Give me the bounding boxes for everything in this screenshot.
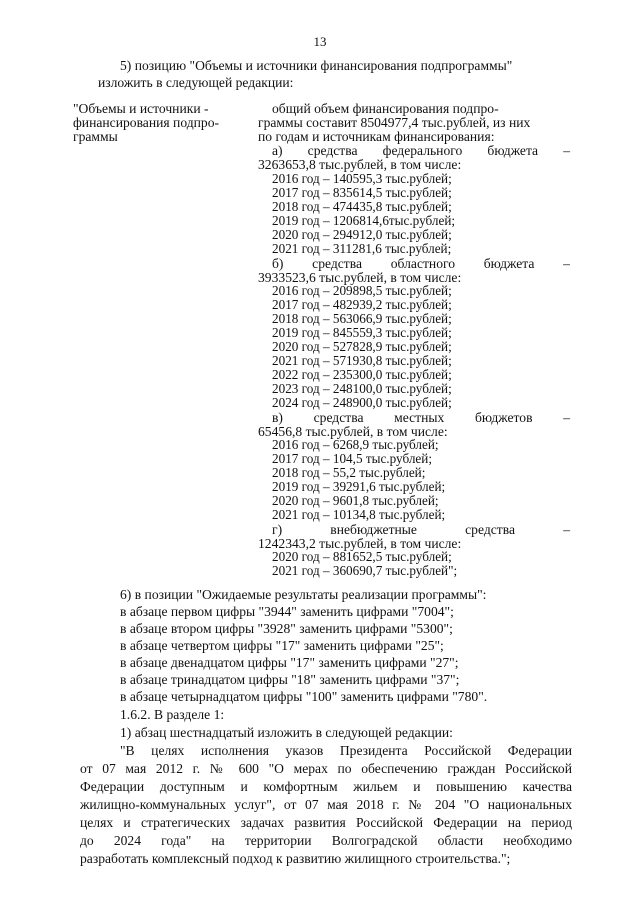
section-heading: 1.6.2. В разделе 1: [120, 707, 225, 722]
quote-line: целях и стратегических задачах развития Российской Федерации на период [80, 815, 572, 830]
extra-word1: внебюджетные [330, 522, 417, 537]
item6-line: в абзаце первом цифры "3944" заменить цифрами "7004"; [120, 604, 454, 619]
regional-total: 3933523,6 тыс.рублей, в том числе: [258, 270, 462, 285]
federal-year: 2020 год – 294912,0 тыс.рублей; [272, 227, 452, 242]
table-left-line3: граммы [73, 129, 118, 144]
federal-total: 3263653,8 тыс.рублей, в том числе: [258, 157, 462, 172]
regional-year: 2018 год – 563066,9 тыс.рублей; [272, 311, 452, 326]
extra-year: 2020 год – 881652,5 тыс.рублей; [272, 549, 452, 564]
extra-dash: – [563, 522, 570, 537]
table-left-label: "Объемы и источники - [73, 101, 209, 116]
regional-dash: – [563, 256, 570, 271]
federal-word1: средства [307, 143, 358, 158]
regional-year: 2021 год – 571930,8 тыс.рублей; [272, 353, 452, 368]
item6-title: 6) в позиции "Ожидаемые результаты реализации программы": [120, 587, 487, 602]
federal-year: 2019 год – 1206814,6тыс.рублей; [272, 213, 456, 228]
local-year: 2018 год – 55,2 тыс.рублей; [272, 465, 426, 480]
local-word3: бюджетов [474, 410, 533, 425]
local-year: 2019 год – 39291,6 тыс.рублей; [272, 479, 446, 494]
local-total: 65456,8 тыс.рублей, в том числе: [258, 424, 448, 439]
quote-line: "В целях исполнения указов Президента Российской Федерации [120, 743, 572, 758]
local-year: 2017 год – 104,5 тыс.рублей; [272, 451, 432, 466]
regional-year: 2017 год – 482939,2 тыс.рублей; [272, 297, 452, 312]
local-year: 2016 год – 6268,9 тыс.рублей; [272, 437, 439, 452]
federal-year: 2018 год – 474435,8 тыс.рублей; [272, 199, 452, 214]
local-word1: средства [313, 410, 364, 425]
local-letter: в) [272, 410, 283, 425]
regional-word2: областного [390, 256, 456, 271]
local-year: 2020 год – 9601,8 тыс.рублей; [272, 493, 439, 508]
extra-total: 1242343,2 тыс.рублей, в том числе: [258, 536, 462, 551]
section-item1: 1) абзац шестнадцатый изложить в следующей редакции: [120, 725, 453, 740]
item6-line: в абзаце четвертом цифры "17" заменить цифрами "25"; [120, 638, 444, 653]
quote-line: до 2024 года" на территории Волгоградской области необходимо [80, 833, 572, 848]
intro-text-1: общий объем финансирования подпро- [272, 101, 499, 116]
intro-line2: граммы составит 8504977,4 тыс.рублей, из них [258, 115, 531, 130]
item6-line: в абзаце двенадцатом цифры "17" заменить цифрами "27"; [120, 655, 459, 670]
federal-year: 2016 год – 140595,3 тыс.рублей; [272, 171, 452, 186]
federal-year: 2021 год – 311281,6 тыс.рублей; [272, 241, 452, 256]
quote-line: от 07 мая 2012 г. № 600 "О мерах по обеспечению граждан Российской [80, 761, 572, 776]
item6-line: в абзаце четырнадцатом цифры "100" заменить цифрами "780". [120, 689, 488, 704]
quote-line: жилищно-коммунальных услуг", от 07 мая 2018 г. № 204 "О национальных [80, 797, 572, 812]
federal-dash: – [563, 143, 570, 158]
local-year: 2021 год – 10134,8 тыс.рублей; [272, 507, 446, 522]
item5-line2: изложить в следующей редакции: [98, 75, 294, 90]
table-left-line2: финансирования подпро- [73, 115, 220, 130]
federal-letter: а) [272, 143, 283, 158]
regional-word1: средства [312, 256, 363, 271]
regional-year: 2019 год – 845559,3 тыс.рублей; [272, 325, 452, 340]
federal-word2: федерального [382, 143, 463, 158]
extra-year: 2021 год – 360690,7 тыс.рублей"; [272, 563, 458, 578]
item5-line1: 5) позицию "Объемы и источники финансирования подпрограммы" [120, 58, 513, 73]
regional-letter: б) [272, 256, 284, 271]
regional-year: 2016 год – 209898,5 тыс.рублей; [272, 283, 452, 298]
regional-word3: бюджета [483, 256, 535, 271]
intro-line3: по годам и источникам финансирования: [258, 129, 495, 144]
extra-letter: г) [272, 522, 283, 537]
federal-year: 2017 год – 835614,5 тыс.рублей; [272, 185, 452, 200]
page-number: 13 [313, 34, 327, 49]
regional-year: 2020 год – 527828,9 тыс.рублей; [272, 339, 452, 354]
local-word2: местных [394, 410, 445, 425]
quote-line: Федерации доступным и комфортным жильем и повышению качества [80, 779, 572, 794]
regional-year: 2023 год – 248100,0 тыс.рублей; [272, 381, 452, 396]
item6-line: в абзаце тринадцатом цифры "18" заменить цифрами "37"; [120, 672, 460, 687]
quote-line: разработать комплексный подход к развитию жилищного строительства."; [80, 851, 511, 866]
local-dash: – [563, 410, 570, 425]
regional-year: 2022 год – 235300,0 тыс.рублей; [272, 367, 452, 382]
regional-year: 2024 год – 248900,0 тыс.рублей; [272, 395, 452, 410]
extra-word2: средства [465, 522, 515, 537]
item6-line: в абзаце втором цифры "3928" заменить цифрами "5300"; [120, 621, 453, 636]
federal-word3: бюджета [487, 143, 539, 158]
